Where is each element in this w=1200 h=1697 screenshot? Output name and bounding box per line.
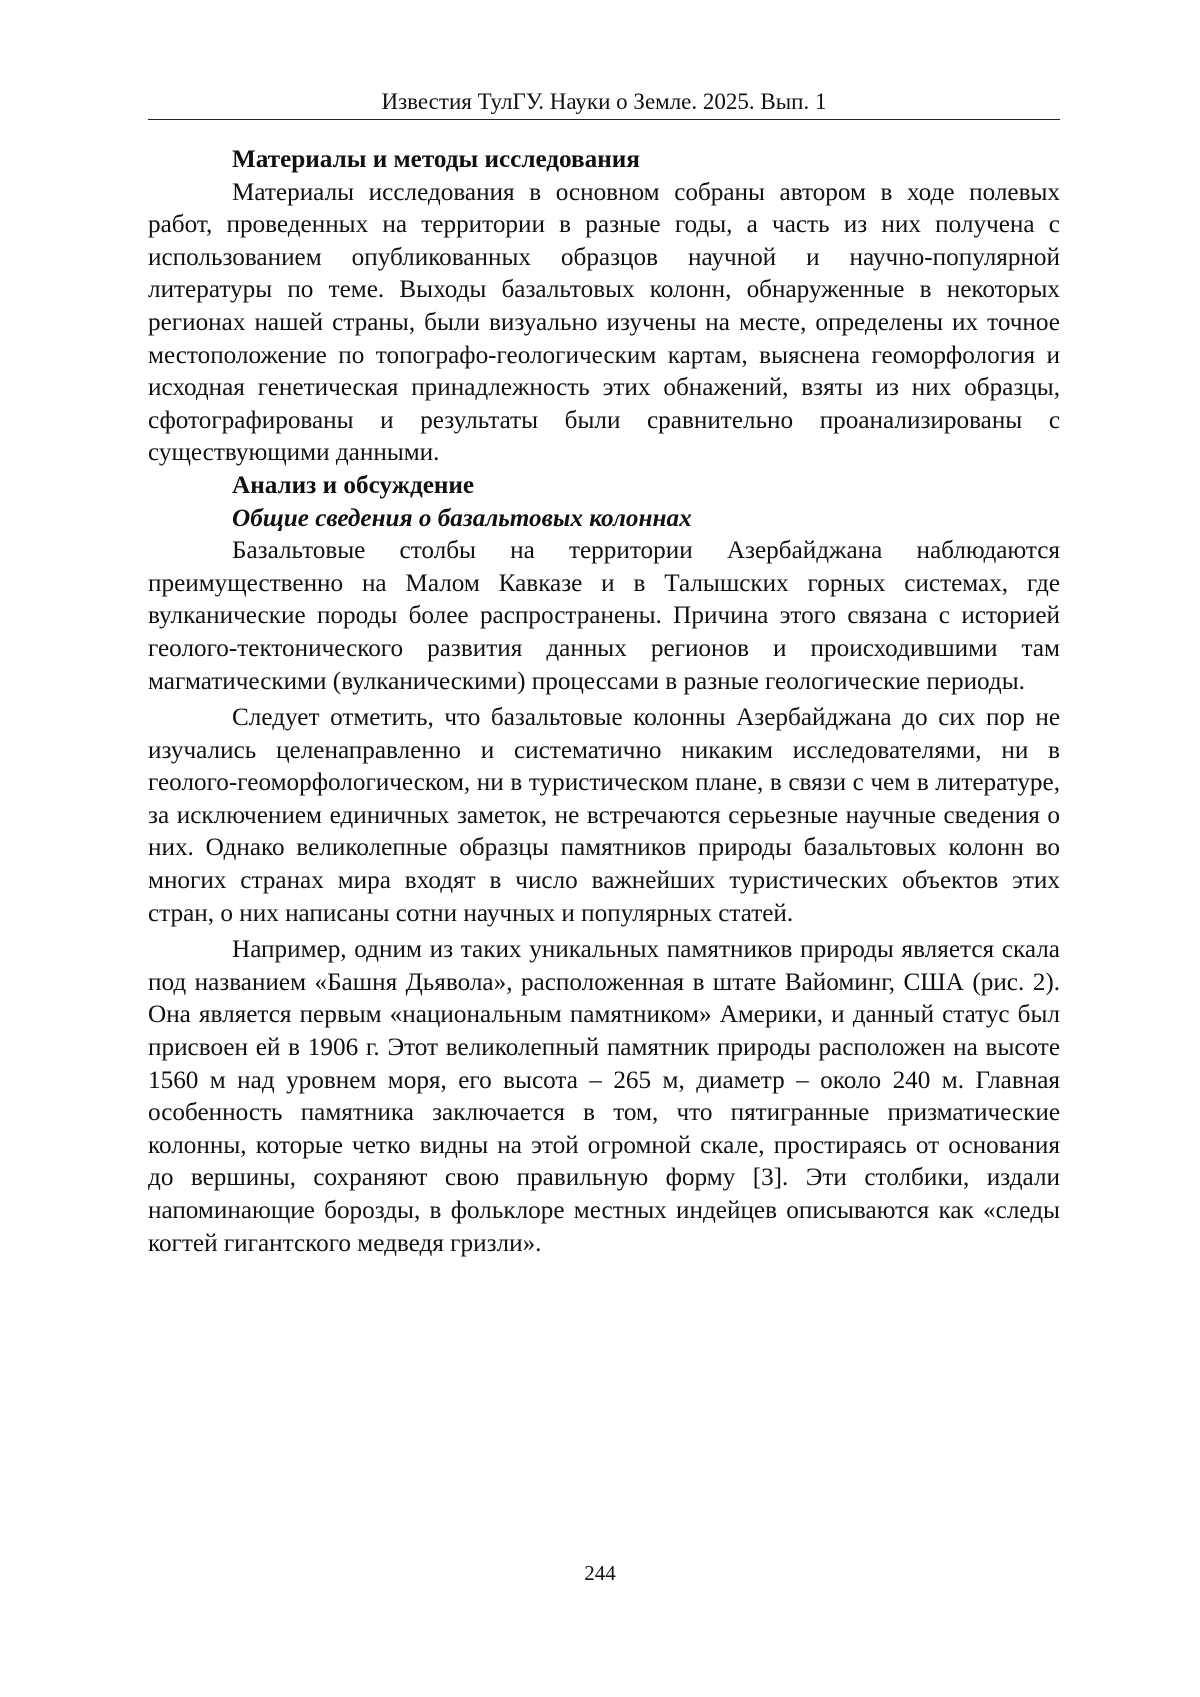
devils-tower-paragraph: Например, одним из таких уникальных памятников природы является скала под названием «Башня Дьявола», расположенная в штате Вайоминг, США (рис. 2). Она является первым «национальным памятником» Америки, и данный статус был присвоен ей в 1906 г. Этот великолепный памятник природы расположен на высоте 1560 м над уровнем моря, его высота – 265 м, диаметр – около 240 м. Главная особенность памятника заключается в том, что пятигранные призматические колонны, которые четко видны на этой огромной скале, простираясь от основания до вершины, сохраняют свою правильную форму [3]. Эти столбики, издали напоминающие борозды, в фольклоре местных индейцев описываются как «следы когтей гигантского медведя гризли». [148, 936, 1060, 1257]
materials-paragraph: Материалы исследования в основном собраны автором в ходе полевых работ, проведенных на территории в разные годы, а часть из них получена с использованием опубликованных образцов научной и научно-популярной литературы по теме. Выходы базальтовых колонн, обнаруженные в некоторых регионах нашей страны, были визуально изучены на месте, определены их точное местоположение по топографо-геологическим картам, выяснена геоморфология и исходная генетическая принадлежность этих обнажений, взяты из них образцы, сфотографированы и результаты были сравнительно проанализированы с существующими данными. [148, 178, 1060, 467]
basalt-distribution-paragraph: Базальтовые столбы на территории Азербайджана наблюдаются преимущественно на Малом Кавказе и в Талышских горных системах, где вулканические породы более распространены. Причина этого связана с историей геолого-тектонического развития данных регионов и происходившими там магматическими (вулканическими) процессами в разные геологические периоды. [148, 537, 1060, 695]
analysis-subheading: Общие сведения о базальтовых колоннах [232, 504, 692, 532]
header-divider [148, 119, 1060, 120]
analysis-heading: Анализ и обсуждение [232, 471, 475, 499]
research-status-paragraph: Следует отметить, что базальтовые колонны Азербайджана до сих пор не изучались целенаправленно и систематично никаким исследователями, ни в геолого-геоморфологическом, ни в туристическом плане, в связи с чем в литературе, за исключением единичных заметок, не встречаются серьезные научные сведения о них. Однако великолепные образцы памятников природы базальтовых колонн во многих странах мира входят в число важнейших туристических объектов этих стран, о них написаны сотни научных и популярных статей. [148, 704, 1060, 927]
article-body [148, 144, 1060, 1260]
running-header: Известия ТулГУ. Науки о Земле. 2025. Вып. 1 [381, 89, 827, 114]
materials-heading: Материалы и методы исследования [232, 146, 640, 173]
page-number: 244 [584, 1561, 616, 1585]
